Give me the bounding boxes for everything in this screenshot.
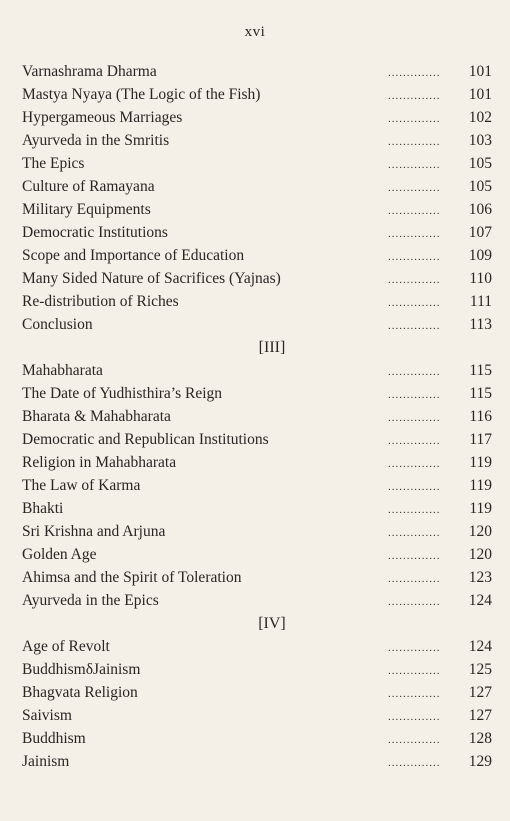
toc-leader-dots: .............. xyxy=(388,550,441,562)
toc-entry-title: Age of Revolt xyxy=(22,638,110,655)
toc-entry-title: Mastya Nyaya (The Logic of the Fish) xyxy=(22,86,261,103)
toc-entry-title: Varnashrama Dharma xyxy=(22,63,157,80)
toc-entry xyxy=(22,704,492,727)
toc-entry-page-number: 123 xyxy=(468,569,492,586)
toc-entry xyxy=(22,221,492,244)
toc-leader-dots: .............. xyxy=(388,435,441,447)
toc-section xyxy=(22,612,492,773)
toc-entry xyxy=(22,451,492,474)
toc-entry-title: The Date of Yudhisthira’s Reign xyxy=(22,385,223,402)
toc-section xyxy=(22,60,492,336)
toc-entry xyxy=(22,520,492,543)
toc-entry xyxy=(22,497,492,520)
toc-entry-page-number: 127 xyxy=(468,684,492,701)
toc-entry-page-number: 120 xyxy=(468,523,492,540)
toc-entry-title: Mahabharata xyxy=(22,362,103,379)
toc-entry-title: Jainism xyxy=(22,753,70,770)
toc-entry-page-number: 105 xyxy=(468,155,492,172)
toc-entry xyxy=(22,106,492,129)
toc-entry-page-number: 101 xyxy=(468,86,492,103)
toc-entry-page-number: 125 xyxy=(468,661,492,678)
toc-entry-title: Hypergameous Marriages xyxy=(22,109,183,126)
toc-entry-title: Conclusion xyxy=(22,316,93,333)
toc-entry-title: BuddhismδJainism xyxy=(22,661,141,678)
toc-entry xyxy=(22,589,492,612)
toc-entry-page-number: 115 xyxy=(469,385,492,402)
toc-leader-dots: .............. xyxy=(388,90,441,102)
toc-leader-dots: .............. xyxy=(388,573,441,585)
toc-entry xyxy=(22,152,492,175)
toc-entry-page-number: 101 xyxy=(468,63,492,80)
section-heading: [IV] xyxy=(258,615,286,632)
toc-entry-page-number: 129 xyxy=(468,753,492,770)
toc-entry-page-number: 119 xyxy=(469,477,492,494)
toc-leader-dots: .............. xyxy=(388,159,441,171)
toc-leader-dots: .............. xyxy=(388,596,441,608)
toc-entry-title: The Epics xyxy=(22,155,85,172)
toc-leader-dots: .............. xyxy=(388,228,441,240)
toc-leader-dots: .............. xyxy=(388,297,441,309)
toc-entry-page-number: 115 xyxy=(469,362,492,379)
toc-leader-dots: .............. xyxy=(388,251,441,263)
toc-entry-title: Bhakti xyxy=(22,500,64,517)
toc-entry-title: Buddhism xyxy=(22,730,86,747)
toc-entry-page-number: 113 xyxy=(469,316,492,333)
toc-entry-title: Scope and Importance of Education xyxy=(22,247,245,264)
toc-leader-dots: .............. xyxy=(388,274,441,286)
toc-entry-title: Democratic and Republican Institutions xyxy=(22,431,269,448)
toc-entry-title: Golden Age xyxy=(22,546,97,563)
toc-entry xyxy=(22,359,492,382)
toc-entry xyxy=(22,635,492,658)
toc-leader-dots: .............. xyxy=(388,412,441,424)
toc-leader-dots: .............. xyxy=(388,366,441,378)
toc-entry xyxy=(22,382,492,405)
toc-entry xyxy=(22,60,492,83)
toc-entry-page-number: 120 xyxy=(468,546,492,563)
toc-entry-title: Ayurveda in the Epics xyxy=(22,592,159,609)
toc-entry-page-number: 105 xyxy=(468,178,492,195)
toc-leader-dots: .............. xyxy=(388,688,441,700)
toc-leader-dots: .............. xyxy=(388,527,441,539)
toc-leader-dots: .............. xyxy=(388,113,441,125)
toc-entry-page-number: 107 xyxy=(468,224,492,241)
toc-entry-title: Military Equipments xyxy=(22,201,151,218)
toc-entry-page-number: 119 xyxy=(469,500,492,517)
toc-entry-title: Culture of Ramayana xyxy=(22,178,155,195)
toc-leader-dots: .............. xyxy=(388,665,441,677)
toc-entry xyxy=(22,83,492,106)
page-number: xvi xyxy=(244,24,266,40)
toc-leader-dots: .............. xyxy=(388,642,441,654)
toc-entry xyxy=(22,175,492,198)
toc-leader-dots: .............. xyxy=(388,182,441,194)
toc-entry xyxy=(22,658,492,681)
toc-entry xyxy=(22,267,492,290)
section-heading: [III] xyxy=(258,339,286,356)
toc-leader-dots: .............. xyxy=(388,136,441,148)
toc-entry-page-number: 128 xyxy=(468,730,492,747)
toc-leader-dots: .............. xyxy=(388,734,441,746)
toc-entry-title: The Law of Karma xyxy=(22,477,141,494)
toc-entry xyxy=(22,543,492,566)
toc-entry xyxy=(22,198,492,221)
toc-entry xyxy=(22,750,492,773)
toc-entry xyxy=(22,681,492,704)
toc-entry xyxy=(22,428,492,451)
toc-leader-dots: .............. xyxy=(388,711,441,723)
toc-entry-page-number: 117 xyxy=(469,431,492,448)
toc-entry-title: Ayurveda in the Smritis xyxy=(22,132,170,149)
toc-entry-title: Religion in Mahabharata xyxy=(22,454,177,471)
toc-entry-page-number: 116 xyxy=(469,408,492,425)
toc-entry-title: Bhagvata Religion xyxy=(22,684,138,701)
toc-entry xyxy=(22,290,492,313)
toc-entry-title: Bharata & Mahabharata xyxy=(22,408,171,425)
toc-entry xyxy=(22,405,492,428)
toc-entry-title: Many Sided Nature of Sacrifices (Yajnas) xyxy=(22,270,281,287)
toc-entry xyxy=(22,727,492,750)
toc-leader-dots: .............. xyxy=(388,504,441,516)
toc-entry-page-number: 103 xyxy=(468,132,492,149)
toc-entry-page-number: 109 xyxy=(468,247,492,264)
toc-section xyxy=(22,336,492,612)
toc-leader-dots: .............. xyxy=(388,320,441,332)
toc-entry-page-number: 110 xyxy=(469,270,492,287)
toc-entry-title: Sri Krishna and Arjuna xyxy=(22,523,166,540)
toc-entry-page-number: 102 xyxy=(468,109,492,126)
toc-leader-dots: .............. xyxy=(388,757,441,769)
toc-entry-title: Saivism xyxy=(22,707,72,724)
toc-entry-page-number: 111 xyxy=(469,293,492,310)
toc-entry xyxy=(22,129,492,152)
toc-entry xyxy=(22,566,492,589)
toc-entry-page-number: 106 xyxy=(468,201,492,218)
toc-entry-page-number: 124 xyxy=(468,638,492,655)
toc-entry-page-number: 119 xyxy=(469,454,492,471)
toc-leader-dots: .............. xyxy=(388,205,441,217)
toc-leader-dots: .............. xyxy=(388,67,441,79)
toc-entry xyxy=(22,474,492,497)
toc-leader-dots: .............. xyxy=(388,481,441,493)
table-of-contents xyxy=(22,60,492,773)
toc-leader-dots: .............. xyxy=(388,458,441,470)
toc-entry-title: Re-distribution of Riches xyxy=(22,293,179,310)
toc-entry-title: Democratic Institutions xyxy=(22,224,168,241)
toc-entry xyxy=(22,313,492,336)
toc-entry-page-number: 127 xyxy=(468,707,492,724)
toc-entry-page-number: 124 xyxy=(468,592,492,609)
toc-leader-dots: .............. xyxy=(388,389,441,401)
toc-entry-title: Ahimsa and the Spirit of Toleration xyxy=(22,569,242,586)
toc-entry xyxy=(22,244,492,267)
